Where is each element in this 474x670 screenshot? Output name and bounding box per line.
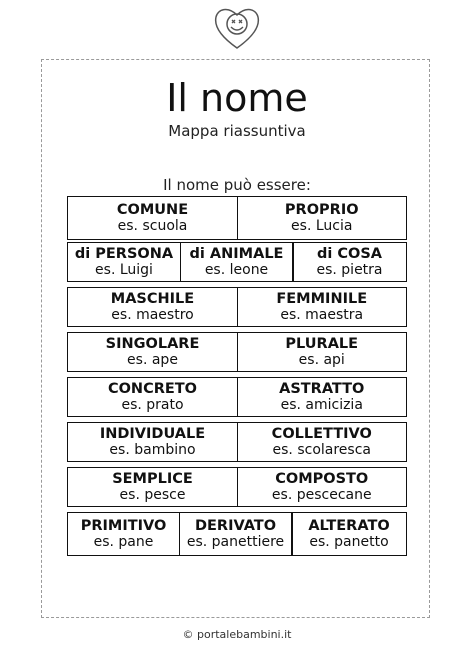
- cell-term: di ANIMALE: [189, 246, 284, 262]
- grid-cell-di-persona: [67, 242, 181, 282]
- cell-example: es. Lucia: [291, 218, 353, 234]
- grid-cell-composto: [237, 467, 408, 507]
- cell-example: es. pietra: [316, 262, 383, 278]
- cell-term: INDIVIDUALE: [99, 426, 206, 442]
- cell-example: es. maestra: [280, 307, 364, 323]
- cell-example: es. scuola: [117, 218, 188, 234]
- cell-term: PROPRIO: [284, 202, 359, 218]
- grid-cell-femminile: [237, 287, 408, 327]
- cell-term: COMUNE: [116, 202, 189, 218]
- grid-cell-collettivo: [237, 422, 408, 462]
- grid-cell-maschile: [67, 287, 238, 327]
- cell-term: ASTRATTO: [279, 381, 365, 397]
- cell-example: es. pane: [93, 534, 154, 550]
- page-title: Il nome: [166, 76, 308, 120]
- cell-term: SINGOLARE: [105, 336, 200, 352]
- grid-cell-individuale: [67, 422, 238, 462]
- cell-example: es. panettiere: [186, 534, 285, 550]
- grid-cell-concreto: [67, 377, 238, 417]
- cell-term: PLURALE: [285, 336, 359, 352]
- cell-term: CONCRETO: [107, 381, 198, 397]
- cell-term: MASCHILE: [110, 291, 195, 307]
- table-row: [67, 377, 407, 417]
- table-row: [67, 196, 407, 240]
- cell-example: es. pescecane: [271, 487, 372, 503]
- grid-cell-singolare: [67, 332, 238, 372]
- cell-term: di PERSONA: [74, 246, 174, 262]
- table-row: [67, 242, 407, 282]
- cell-term: COLLETTIVO: [271, 426, 372, 442]
- grid-cell-derivato: [179, 512, 293, 556]
- cell-term: SEMPLICE: [112, 471, 193, 487]
- grid-cell-di-cosa: [292, 242, 407, 282]
- cell-example: es. prato: [121, 397, 184, 413]
- cell-term: COMPOSTO: [275, 471, 369, 487]
- grid-cell-primitivo: [67, 512, 180, 556]
- cell-term: ALTERATO: [308, 518, 390, 534]
- table-row: [67, 287, 407, 327]
- grid-cell-semplice: [67, 467, 238, 507]
- grid-cell-alterato: [291, 512, 407, 556]
- copyright-footer: © portalebambini.it: [182, 628, 292, 641]
- table-row: [67, 422, 407, 462]
- table-row: [67, 512, 407, 556]
- cell-term: di COSA: [316, 246, 383, 262]
- cell-term: DERIVATO: [194, 518, 277, 534]
- cell-example: es. panetto: [309, 534, 389, 550]
- heart-smiley-icon: [212, 4, 262, 52]
- table-row: [67, 467, 407, 507]
- cell-example: es. leone: [204, 262, 269, 278]
- grid-cell-comune: [67, 196, 238, 240]
- table: [67, 196, 407, 558]
- grid-cell-di-animale: [180, 242, 294, 282]
- cell-example: es. Luigi: [95, 262, 153, 278]
- cell-example: es. amicizia: [280, 397, 363, 413]
- intro-text: Il nome può essere:: [163, 176, 311, 194]
- cell-example: es. api: [298, 352, 345, 368]
- grid-cell-astratto: [237, 377, 408, 417]
- cell-term: FEMMINILE: [276, 291, 368, 307]
- cell-example: es. maestro: [111, 307, 194, 323]
- grid-cell-plurale: [237, 332, 408, 372]
- page-subtitle: Mappa riassuntiva: [168, 122, 306, 140]
- table-row: [67, 332, 407, 372]
- cell-example: es. bambino: [109, 442, 196, 458]
- cell-example: es. pesce: [119, 487, 186, 503]
- cell-example: es. ape: [127, 352, 178, 368]
- cell-example: es. scolaresca: [272, 442, 371, 458]
- cell-term: PRIMITIVO: [80, 518, 167, 534]
- grid-cell-proprio: [237, 196, 408, 240]
